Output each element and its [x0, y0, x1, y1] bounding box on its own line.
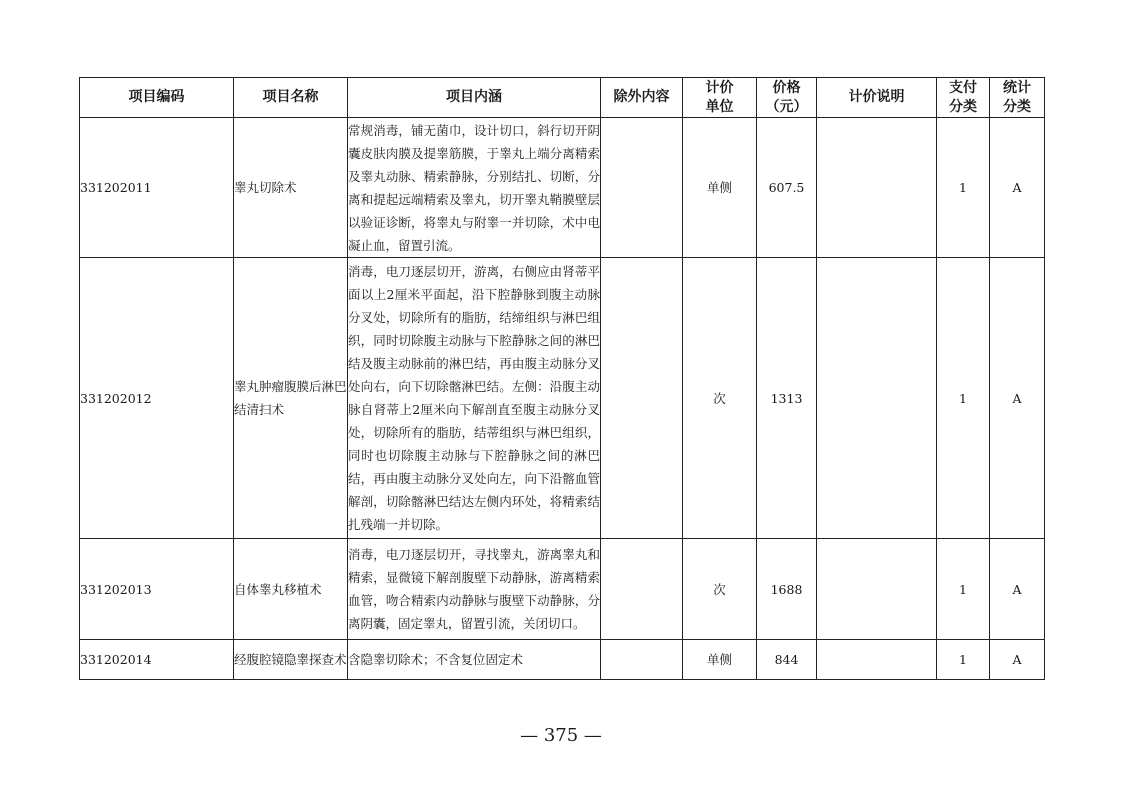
cell-unit: 次 — [683, 539, 757, 640]
header-code: 项目编码 — [80, 78, 234, 118]
cell-code: 331202014 — [80, 640, 234, 680]
header-unit-line1: 计价 — [705, 79, 734, 96]
header-content: 项目内涵 — [348, 78, 601, 118]
header-exclusions: 除外内容 — [601, 78, 683, 118]
cell-exclusions — [601, 118, 683, 258]
cell-pricing-notes — [817, 258, 937, 539]
header-unit-line2: 单位 — [705, 98, 734, 115]
cell-payment-class: 1 — [937, 118, 990, 258]
header-payment-line2: 分类 — [949, 98, 977, 115]
cell-payment-class: 1 — [937, 640, 990, 680]
cell-name: 经腹腔镜隐睾探查术 — [234, 640, 348, 680]
cell-code: 331202012 — [80, 258, 234, 539]
cell-code: 331202011 — [80, 118, 234, 258]
header-pricing-notes: 计价说明 — [817, 78, 937, 118]
cell-stat-class: A — [990, 118, 1045, 258]
cell-payment-class: 1 — [937, 258, 990, 539]
cell-price: 844 — [757, 640, 817, 680]
cell-price: 1688 — [757, 539, 817, 640]
header-price-line1: 价格 — [772, 79, 801, 96]
header-stat-line2: 分类 — [1003, 98, 1031, 115]
cell-pricing-notes — [817, 118, 937, 258]
cell-name: 睾丸肿瘤腹膜后淋巴结清扫术 — [234, 258, 348, 539]
page-number: — 375 — — [520, 725, 602, 746]
cell-name: 自体睾丸移植术 — [234, 539, 348, 640]
cell-content: 消毒，电刀逐层切开，游离，右侧应由肾蒂平面以上2厘米平面起，沿下腔静脉到腹主动脉分叉处，切除所有的脂肪，结缔组织与淋巴组织，同时切除腹主动脉与下腔静脉之间的淋巴结及腹主动脉前的淋巴结，再由腹主动脉分叉处向右，向下切除髂淋巴结。左侧：沿腹主动脉自肾蒂上2厘米向下解剖直至腹主动脉分叉处，切除所有的脂肪，结蒂组织与淋巴组织，同时也切除腹主动脉与下腔静脉之间的淋巴结，再由腹主动脉分叉处向左，向下沿髂血管解剖，切除髂淋巴结达左侧内环处，将精索结扎残端一并切除。 — [348, 258, 601, 539]
cell-content: 消毒，电刀逐层切开，寻找睾丸，游离睾丸和精索，显微镜下解剖腹壁下动静脉，游离精索血管，吻合精索内动静脉与腹壁下动静脉，分离阴囊，固定睾丸，留置引流，关闭切口。 — [348, 539, 601, 640]
header-price-line2: （元） — [765, 98, 808, 115]
cell-stat-class: A — [990, 258, 1045, 539]
cell-stat-class: A — [990, 539, 1045, 640]
header-price — [757, 78, 817, 118]
header-unit — [683, 78, 757, 118]
cell-price: 1313 — [757, 258, 817, 539]
table-row — [80, 640, 1045, 680]
header-stat-class — [990, 78, 1045, 118]
table-row — [80, 539, 1045, 640]
cell-content: 常规消毒，铺无菌巾，设计切口，斜行切开阴囊皮肤肉膜及提睾筋膜，于睾丸上端分离精索及睾丸动脉、精索静脉，分别结扎、切断，分离和提起远端精索及睾丸，切开睾丸鞘膜壁层以验证诊断，将睾丸与附睾一并切除，术中电凝止血，留置引流。 — [348, 118, 601, 258]
cell-content: 含隐睾切除术；不含复位固定术 — [348, 640, 601, 680]
header-name: 项目名称 — [234, 78, 348, 118]
cell-payment-class: 1 — [937, 539, 990, 640]
cell-unit: 单侧 — [683, 640, 757, 680]
table-row — [80, 258, 1045, 539]
cell-exclusions — [601, 539, 683, 640]
cell-stat-class: A — [990, 640, 1045, 680]
cell-price: 607.5 — [757, 118, 817, 258]
cell-pricing-notes — [817, 640, 937, 680]
header-payment-line1: 支付 — [949, 79, 977, 96]
cell-pricing-notes — [817, 539, 937, 640]
cell-exclusions — [601, 640, 683, 680]
header-payment-class — [937, 78, 990, 118]
medical-service-price-table — [79, 77, 1045, 680]
table-row — [80, 118, 1045, 258]
cell-code: 331202013 — [80, 539, 234, 640]
cell-unit: 次 — [683, 258, 757, 539]
table-header-row — [80, 78, 1045, 118]
cell-exclusions — [601, 258, 683, 539]
cell-name: 睾丸切除术 — [234, 118, 348, 258]
cell-unit: 单侧 — [683, 118, 757, 258]
header-stat-line1: 统计 — [1003, 79, 1031, 96]
